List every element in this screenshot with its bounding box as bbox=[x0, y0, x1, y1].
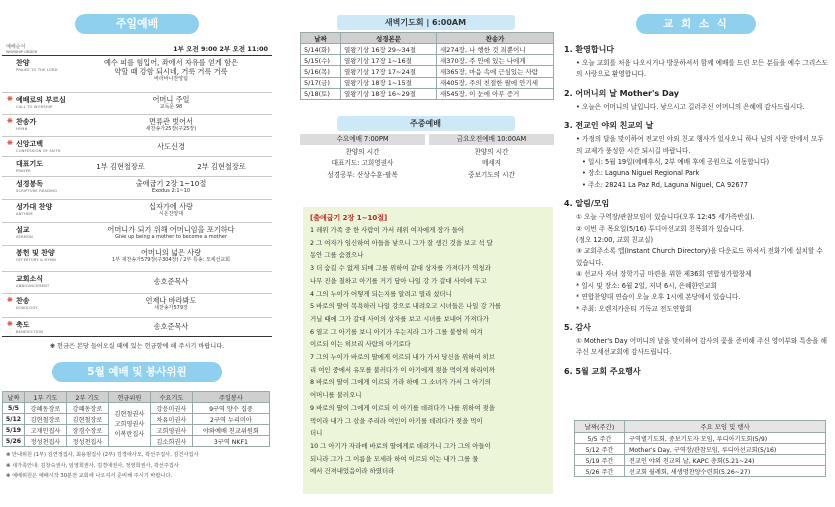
table-cell: 고희영권사 bbox=[150, 425, 192, 436]
scripture-verse: 8 바로의 딸이 그에게 이르되 가라 하매 그 소녀가 가서 그 아기의 bbox=[310, 378, 491, 387]
worship-row bbox=[2, 93, 272, 115]
wednesday-header: 수요예배 7:00PM bbox=[300, 134, 425, 145]
news-item: * 연합찬양대 연습이 오늘 오후 1시에 본당에서 있습니다. bbox=[576, 293, 741, 302]
worship-row-label-en: SCRIPTURE READING bbox=[16, 189, 58, 193]
stand-star-icon: ❋ bbox=[7, 117, 13, 125]
scripture-cell: 열왕기상 17장 1~16절 bbox=[341, 55, 437, 66]
worship-row bbox=[2, 137, 272, 157]
date-cell: 5/19 주간 bbox=[575, 455, 625, 466]
scripture-verse: 3 더 숨길 수 없게 되매 그를 위하여 갈대 상자를 가져다가 역청과 bbox=[310, 264, 491, 273]
scripture-cell: 열왕기상 18장 16~29절 bbox=[341, 88, 437, 99]
news-item: • 오늘은 어머니의 날입니다. 낳으시고 길러주신 어머니의 은혜에 감사드립시다. bbox=[576, 102, 805, 111]
date-cell: 5/18(토) bbox=[301, 88, 341, 99]
worship-order-ko: 예배순서 bbox=[6, 44, 26, 50]
news-item: ③ 교회주소록 앱(Instant Church Directory)을 다운로드 하셔서 전화기에 설치할 수 있습니다. bbox=[576, 247, 823, 267]
wednesday-service bbox=[300, 134, 425, 182]
worship-row-content: 어머니의 넓은 사랑 bbox=[140, 248, 202, 257]
column-header: 주요 모임 및 행사 bbox=[625, 421, 826, 433]
date-cell: 5/5 bbox=[3, 403, 25, 414]
scripture-passage-title: [출애굽기 2장 1~10절] bbox=[310, 214, 388, 222]
column-header: 2부 기도 bbox=[66, 392, 108, 403]
news-title: 교 회 소 식 bbox=[636, 14, 756, 34]
table-cell: 김소희권사 bbox=[150, 436, 192, 447]
worship-row bbox=[2, 223, 272, 246]
worship-row-sub: 새찬송가579장 bbox=[154, 305, 188, 311]
news-item: (정오 12:00, 교회 친교실) bbox=[576, 236, 654, 245]
news-item: • 가정의 달을 맞이하여 전교인 야외 친교 행사가 있사오니 하나 님의 사랑 안에서 모두의 교제가 풍성한 시간 되시길 바랍니다. bbox=[576, 135, 824, 155]
hymn-cell: 새405장, 주의 친절한 팔에 안기세 bbox=[437, 77, 554, 88]
worship-row-sub: 1부 새찬송가579장(구304장) / 2부 특송: 모세선교회 bbox=[112, 257, 230, 263]
scripture-verse: 이르되 이는 히브리 사람의 아기로다 bbox=[310, 340, 411, 349]
table-cell: 강혜동장로 bbox=[24, 403, 66, 414]
news-item: ① Mother's Day 어머니의 날을 맞이하여 감사의 꽃을 준비해 주신 영어부와 특송을 해 주신 모세선교회에 감사드립니다. bbox=[576, 336, 827, 357]
worship-row-content: 출애굽기 2장 1~10절 bbox=[135, 179, 207, 188]
news-item: * 일시 및 장소: 6월 2일, 저녁 6시, 은혜한인교회 bbox=[576, 281, 717, 290]
worship-row-sub: 교독문 98 bbox=[159, 104, 183, 110]
table-row bbox=[301, 55, 554, 66]
table-cell: 김현철장로 bbox=[24, 414, 66, 425]
midweek-boxes bbox=[300, 134, 554, 182]
events-table bbox=[574, 420, 826, 477]
scripture-cell: 열왕기상 16장 29~34절 bbox=[341, 44, 437, 55]
date-cell: 5/17(금) bbox=[301, 77, 341, 88]
worship-row-content: 사도신경 bbox=[157, 142, 185, 151]
worship-column bbox=[2, 0, 272, 482]
friday-item: 찬양의 시간 bbox=[474, 147, 509, 156]
dawn-table bbox=[300, 32, 554, 100]
news-item: • 주소: 28241 La Paz Rd, Laguna Niguel, CA 92677 bbox=[582, 180, 748, 189]
column-header: 1부 기도 bbox=[24, 392, 66, 403]
stand-star-icon: ❋ bbox=[7, 320, 13, 328]
dawn-table-header bbox=[301, 33, 554, 44]
news-item: ② 이번 주 목요일(5/16) 투디아선교회 친목회가 있습니다. bbox=[576, 224, 744, 233]
table-row bbox=[301, 77, 554, 88]
worship-row-content: 약할 때 강함 되시네, 거룩 거룩 거룩 bbox=[114, 67, 228, 76]
date-cell: 5/26 bbox=[3, 436, 25, 447]
worship-row-label: 찬양 bbox=[16, 59, 30, 67]
hymn-cell: 새365장, 마음 속에 근심있는 사람 bbox=[437, 66, 554, 77]
worship-row-label-en: CONFESSION OF FAITH bbox=[16, 149, 61, 153]
worship-row-sub: Give up being a mother to become a mother bbox=[115, 234, 227, 240]
scripture-verse: 먹이라 내가 그 삯을 주리라 여인이 아기를 데려다가 젖을 먹이 bbox=[310, 416, 483, 425]
scripture-verse: 5 바로의 딸이 목욕하러 나일 강으로 내려오고 시녀들은 나일 강 가를 bbox=[310, 302, 502, 311]
worship-row bbox=[2, 177, 272, 200]
news-item: • 장소: Laguna Niguel Regional Park bbox=[582, 169, 700, 178]
worship-row-label: 설교 bbox=[16, 226, 30, 234]
column-header: 주일봉사 bbox=[192, 392, 269, 403]
worship-row-content: 십자가에 사랑 bbox=[149, 202, 193, 211]
table-row bbox=[301, 44, 554, 55]
news-item: • 오늘 교회를 처음 나오시거나 방문하셔서 함께 예배를 드린 모든 분들을 예수 그리스도의 사랑으로 환영합니다. bbox=[576, 59, 828, 79]
date-cell: 5/5 주간 bbox=[575, 433, 625, 444]
hymn-cell: 새274장, 나 행한 것 죄뿐이니 bbox=[437, 44, 554, 55]
wednesday-item: 찬양의 시간 bbox=[345, 147, 380, 156]
worship-times: 1부 오전 9:00 2부 오전 11:00 bbox=[173, 45, 268, 53]
worship-row-label: 찬송가 bbox=[16, 118, 37, 126]
scripture-verse: 2 그 여자가 임신하여 아들을 낳으니 그가 잘 생긴 것을 보고 석 달 bbox=[310, 238, 493, 247]
scripture-verse: 7 그의 누이가 바로의 딸에게 이르되 내가 가서 당신을 위하여 히브 bbox=[310, 353, 495, 362]
date-cell: 5/12 주간 bbox=[575, 444, 625, 455]
scripture-verse: 나무 진을 칠하고 아기를 거기 담아 나일 강 가 갈대 사이에 두고 bbox=[310, 276, 487, 285]
worship-row-label-en: OFFERTORY & HYMN bbox=[16, 258, 56, 262]
worship-row-content: 어머니 주일 bbox=[152, 95, 190, 104]
service-note: ❋ 새가족안내: 김창숙권사, 임영희권사, 김경애권사, 정영희권사, 곽선주집사 bbox=[6, 462, 179, 469]
event-cell: 선교회 월례회, 새생명찬양수련회(5.26~27) bbox=[625, 466, 826, 477]
worship-title: 주일예배 bbox=[75, 14, 199, 34]
table-row bbox=[575, 433, 826, 444]
worship-row-label: 찬송 bbox=[16, 297, 30, 305]
worship-row-content: 송호준목사 bbox=[153, 277, 189, 286]
worship-row-label-en: HYMN bbox=[16, 127, 28, 131]
worship-row bbox=[2, 115, 272, 137]
table-cell: 3구역 NKF1 bbox=[192, 436, 269, 447]
worship-row-label-en: ANNOUNCEMENT bbox=[16, 284, 50, 288]
friday-service bbox=[429, 134, 554, 182]
scripture-verse: 9 바로의 딸이 그에게 이르되 이 아기를 데려다가 나를 위하여 젖을 bbox=[310, 403, 495, 412]
worship-order-list bbox=[2, 56, 272, 337]
worship-row-sub: 바라바나찬양팀 bbox=[154, 76, 188, 82]
worship-row-label: 축도 bbox=[16, 321, 30, 329]
table-cell: 9구역 양수 집중 bbox=[192, 403, 269, 414]
table-cell: 2구역 누리미아 bbox=[192, 414, 269, 425]
service-title: 5월 예배 및 봉사위원 bbox=[52, 362, 222, 382]
worship-row-label: 예배로의 부르심 bbox=[16, 96, 66, 104]
column-header: 날짜 bbox=[3, 392, 25, 403]
date-cell: 5/16(목) bbox=[301, 66, 341, 77]
service-note: ❋ 예배위원은 예배시작 30분전 교회에 나오셔서 준비해 주시기 바랍니다. bbox=[6, 473, 173, 479]
hymn-cell: 새545장, 이 눈에 아무 증거 bbox=[437, 88, 554, 99]
column-header: 성경본문 bbox=[341, 33, 437, 44]
scripture-verse: 되니라 그가 그 이름을 모세라 하여 이르되 이는 내가 그를 물 bbox=[310, 454, 479, 463]
stand-star-icon: ❋ bbox=[7, 139, 13, 147]
worship-row-label-en: BENEDICTION bbox=[16, 330, 44, 334]
worship-row-label: 봉헌 및 찬양 bbox=[16, 249, 55, 257]
date-cell: 5/15(수) bbox=[301, 55, 341, 66]
table-cell: 정성천집사 bbox=[24, 436, 66, 447]
news-list bbox=[562, 44, 830, 377]
event-cell: 전교인 야외 친교의 날, KAPC 총회(5.21~24) bbox=[625, 455, 826, 466]
date-cell: 5/12 bbox=[3, 414, 25, 425]
column-header: 날짜 bbox=[301, 33, 341, 44]
scripture-verse: 1 레위 가족 중 한 사람이 가서 레위 여자에게 장가 들어 bbox=[310, 226, 465, 234]
column-header: 헌금위원 bbox=[108, 392, 150, 403]
worship-row-label: 대표기도 bbox=[16, 160, 44, 168]
worship-row bbox=[2, 318, 272, 337]
date-cell: 5/19 bbox=[3, 425, 25, 436]
stand-star-icon: ❋ bbox=[7, 296, 13, 304]
worship-row bbox=[2, 157, 272, 177]
worship-order-en: WORSHIP ORDER bbox=[6, 50, 38, 54]
prayer-second-service: 2부 김현철장로 bbox=[197, 162, 246, 171]
hymn-cell: 새370장, 주 안에 있는 나에게 bbox=[437, 55, 554, 66]
worship-row bbox=[2, 56, 272, 93]
scripture-verse: 더니 bbox=[310, 429, 323, 438]
worship-row-sub: 새찬송가25장(구25장) bbox=[145, 126, 197, 132]
table-row bbox=[575, 444, 826, 455]
scripture-cell: 열왕기상 17장 17~24절 bbox=[341, 66, 437, 77]
worship-order-header bbox=[2, 42, 272, 56]
friday-header: 금요오전예배 10:00AM bbox=[429, 134, 554, 145]
worship-row bbox=[2, 200, 272, 223]
news-item: * 주최: 오렌지카운티 기독교 전도연합회 bbox=[576, 304, 692, 313]
offering-committee-cell: 김현철권사 고희영권사 이복란집사 bbox=[108, 403, 150, 447]
worship-row-label-en: DOXOLOGY bbox=[16, 306, 38, 310]
news-section-title: 4. 알림/모임 bbox=[564, 199, 610, 209]
worship-row-label: 신앙고백 bbox=[16, 140, 44, 148]
worship-row-content: 예수 피를 힘입어, 좌에서 자유를 얻게 함은 bbox=[103, 58, 239, 67]
scripture-verse: 10 그 아기가 자라매 바로의 딸에게로 데려가니 그가 그의 아들이 bbox=[310, 441, 491, 450]
worship-row-content: 어머니가 되기 위해 어머니임을 포기하다 bbox=[107, 225, 235, 234]
table-row bbox=[301, 66, 554, 77]
scripture-verse: 6 열고 그 아기를 보니 아기가 우는지라 그가 그를 불쌍히 여겨 bbox=[310, 327, 483, 336]
service-notes bbox=[2, 450, 272, 482]
event-cell: Mother's Day, 구역장/관참모임, 루디아선교회(5/16) bbox=[625, 444, 826, 455]
table-row bbox=[575, 455, 826, 466]
date-cell: 5/14(화) bbox=[301, 44, 341, 55]
scripture-verse: 리 여인 중에서 유모를 불러다가 이 아기에게 젖을 먹이게 하리이까 bbox=[310, 365, 495, 374]
wednesday-item: 성경공부: 산상수훈-팔복 bbox=[327, 170, 398, 179]
scripture-verse: 거닐 때에 그가 갈대 사이의 상자를 보고 시녀를 보내어 가져다가 bbox=[310, 314, 489, 323]
news-section-title: 6. 5월 교회 주요행사 bbox=[564, 366, 641, 376]
table-cell: 정성천집사 bbox=[66, 436, 108, 447]
scripture-verse: 에서 건져내었음이라 하였더라 bbox=[310, 467, 395, 476]
scripture-verse: 동안 그를 숨겼으나 bbox=[310, 251, 364, 260]
news-item: ① 오늘 구역장/관참모임이 있습니다(오후 12:45 세가족반실). bbox=[576, 213, 755, 222]
stand-star-icon: ❋ bbox=[7, 95, 13, 103]
service-table-header bbox=[3, 392, 270, 403]
column-header: 수요기도 bbox=[150, 392, 192, 403]
news-section-title: 5. 감사 bbox=[564, 322, 591, 332]
worship-row bbox=[2, 294, 272, 318]
worship-row-label-en: SERMON bbox=[16, 235, 33, 239]
news-section-title: 2. 어머니의 날 Mother's Day bbox=[564, 88, 679, 98]
service-table bbox=[2, 391, 270, 447]
scripture-verse: 4 그의 누이가 어떻게 되는지를 알려고 멀리 섰더니 bbox=[310, 289, 452, 298]
table-cell: 강혜동장로 bbox=[66, 403, 108, 414]
prayer-first-service: 1부 김현철장로 bbox=[96, 162, 145, 171]
news-section-title: 1. 환영합니다 bbox=[564, 45, 615, 54]
news-item: • 일시: 5월 19일(예배후식, 2부 예배 후에 공원으로 이동합니다) bbox=[582, 158, 770, 167]
midweek-title: 주중예배 bbox=[337, 116, 515, 131]
table-row bbox=[575, 466, 826, 477]
event-cell: 구역별기도회, 중보기도자 모임, 루디아기도회(5/9) bbox=[625, 433, 826, 444]
friday-item: 중보기도의 시간 bbox=[468, 170, 515, 179]
worship-row-label: 교회소식 bbox=[16, 275, 44, 283]
date-cell: 5/26 주간 bbox=[575, 466, 625, 477]
table-cell: 강응미권사 bbox=[150, 403, 192, 414]
worship-row-label: 성경봉독 bbox=[16, 180, 44, 188]
scripture-passage-box bbox=[303, 207, 553, 494]
worship-row bbox=[2, 246, 272, 272]
table-cell: 야와예배 친교위원회 bbox=[192, 425, 269, 436]
table-cell: 장경수장로 bbox=[66, 425, 108, 436]
dawn-title: 새벽기도회 | 6:00AM bbox=[337, 15, 515, 30]
table-cell: 고재인집사 bbox=[24, 425, 66, 436]
column-header: 찬송가 bbox=[437, 33, 554, 44]
prayer-column bbox=[296, 0, 555, 476]
news-column bbox=[562, 0, 830, 476]
service-note: ❋ 안내위원 (1부) 김연정집사, 최용범집사 (2부) 김경애사모, 곽선주집사, 김건사집사 bbox=[6, 452, 199, 458]
news-section-title: 3. 전교인 야외 친교의 날 bbox=[564, 121, 654, 131]
events-table-header bbox=[575, 421, 826, 433]
column-header: 날짜(주간) bbox=[575, 421, 625, 433]
table-row bbox=[3, 403, 270, 414]
worship-row-content: 면류관 벗어서 bbox=[149, 117, 193, 126]
worship-row-label-en: ANTHEM bbox=[16, 212, 33, 216]
wednesday-item: 대표기도: 고희영권사 bbox=[331, 159, 394, 168]
worship-row-label-en: PRAYER bbox=[16, 169, 31, 173]
worship-row-label-en: PRAISE TO THE LORD bbox=[16, 68, 58, 72]
scripture-verse: 어머니를 불러오니 bbox=[310, 391, 362, 400]
friday-item: 메세지 bbox=[481, 159, 502, 168]
worship-row-label-en: CALL TO WORSHIP bbox=[16, 105, 53, 109]
worship-row-label: 성가대 찬양 bbox=[16, 203, 53, 211]
news-item: ④ 선교사 자녀 장학기금 마련을 위한 제36회 연합성가합창제 bbox=[576, 270, 752, 279]
worship-row bbox=[2, 272, 272, 294]
table-cell: 차유미권사 bbox=[150, 414, 192, 425]
table-row bbox=[301, 88, 554, 99]
worship-row-content: 송호준목사 bbox=[153, 322, 189, 331]
worship-row-sub: Exodus 2:1~10 bbox=[151, 188, 191, 194]
table-cell: 김현철장로 bbox=[66, 414, 108, 425]
offering-note: ❋ 헌금은 본당 들어오실 때에 있는 헌금함에 해 주시기 바랍니다. bbox=[49, 343, 225, 350]
scripture-cell: 열왕기상 18장 1~15절 bbox=[341, 77, 437, 88]
worship-row-sub: 시온찬양대 bbox=[158, 211, 184, 217]
worship-row-content: 언제나 바라봐도 bbox=[145, 296, 197, 305]
